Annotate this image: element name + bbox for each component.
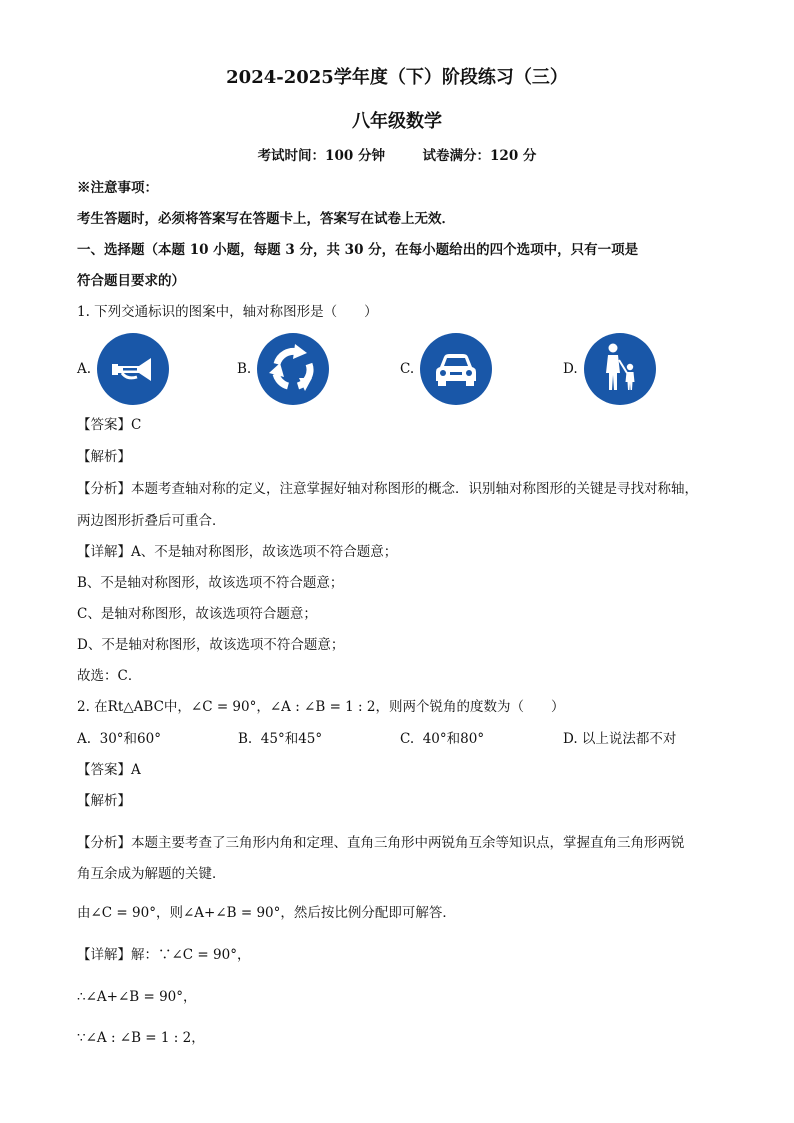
page-subtitle: 八年级数学 — [352, 111, 442, 132]
section-title-line1: 一、选择题（本题 10 小题，每题 3 分，共 30 分，在每小题给出的四个选项中，只有一项是 — [77, 242, 639, 258]
q1-option-d-label: D. — [563, 361, 578, 377]
q2-option-d: D. 以上说法都不对 — [563, 731, 677, 747]
q1-option-b-label: B. — [237, 361, 252, 377]
q2-method-line: 由∠C = 90°，则∠A+∠B = 90°，然后按比例分配即可解答． — [77, 905, 456, 921]
q2-detail-3: ∵∠A : ∠B = 1 : 2， — [77, 1030, 205, 1046]
notes-line: 考生答题时，必须将答案写在答题卡上，答案写在试卷上无效． — [77, 211, 455, 227]
section-title-line2: 符合题目要求的） — [77, 273, 185, 289]
pedestrian-sign-icon — [584, 333, 656, 405]
q1-option-c-label: C. — [400, 361, 415, 377]
q2-option-c: C. 40°和80° — [400, 731, 485, 747]
q1-detail-5: 故选：C． — [77, 668, 142, 684]
q2-analysis-head: 【解析】 — [77, 793, 131, 809]
q1-stem: 1. 下列交通标识的图案中，轴对称图形是（ ） — [77, 304, 378, 320]
exam-info: 考试时间：100 分钟 试卷满分：120 分 — [257, 148, 537, 164]
notes-heading: ※注意事项： — [77, 180, 158, 196]
q2-answer: 【答案】A — [77, 762, 141, 778]
q1-analysis-head: 【解析】 — [77, 449, 131, 465]
q1-detail-4: D、不是轴对称图形，故该选项不符合题意； — [77, 637, 345, 653]
q1-answer: 【答案】C — [77, 417, 142, 433]
q2-detail-2: ∴∠A+∠B = 90°， — [77, 989, 197, 1005]
q2-detail-1: 【详解】解：∵∠C = 90°， — [77, 947, 251, 963]
q2-option-b: B. 45°和45° — [238, 731, 323, 747]
q2-fenxi-line1: 【分析】本题主要考查了三角形内角和定理、直角三角形中两锐角互余等知识点，掌握直角三角形两锐 — [77, 835, 685, 851]
q1-detail-3: C、是轴对称图形，故该选项符合题意； — [77, 606, 317, 622]
page-title: 2024-2025学年度（下）阶段练习（三） — [226, 67, 568, 88]
q1-detail-1: 【详解】A、不是轴对称图形，故该选项不符合题意； — [77, 544, 398, 560]
q2-fenxi-line2: 角互余成为解题的关键． — [77, 866, 226, 882]
q1-fenxi-line1: 【分析】本题考查轴对称的定义，注意掌握好轴对称图形的概念．识别轴对称图形的关键是寻找对称轴， — [77, 481, 698, 497]
roundabout-sign-icon — [257, 333, 329, 405]
q1-option-a-label: A. — [77, 361, 92, 377]
q1-fenxi-line2: 两边图形折叠后可重合． — [77, 513, 226, 529]
q2-stem: 2. 在Rt△ABC中，∠C = 90°，∠A : ∠B = 1 : 2，则两个锐角的度数为（ ） — [77, 699, 565, 715]
q2-option-a: A. 30°和60° — [77, 731, 161, 747]
q1-detail-2: B、不是轴对称图形，故该选项不符合题意； — [77, 575, 344, 591]
car-sign-icon — [420, 333, 492, 405]
horn-sign-icon — [97, 333, 169, 405]
